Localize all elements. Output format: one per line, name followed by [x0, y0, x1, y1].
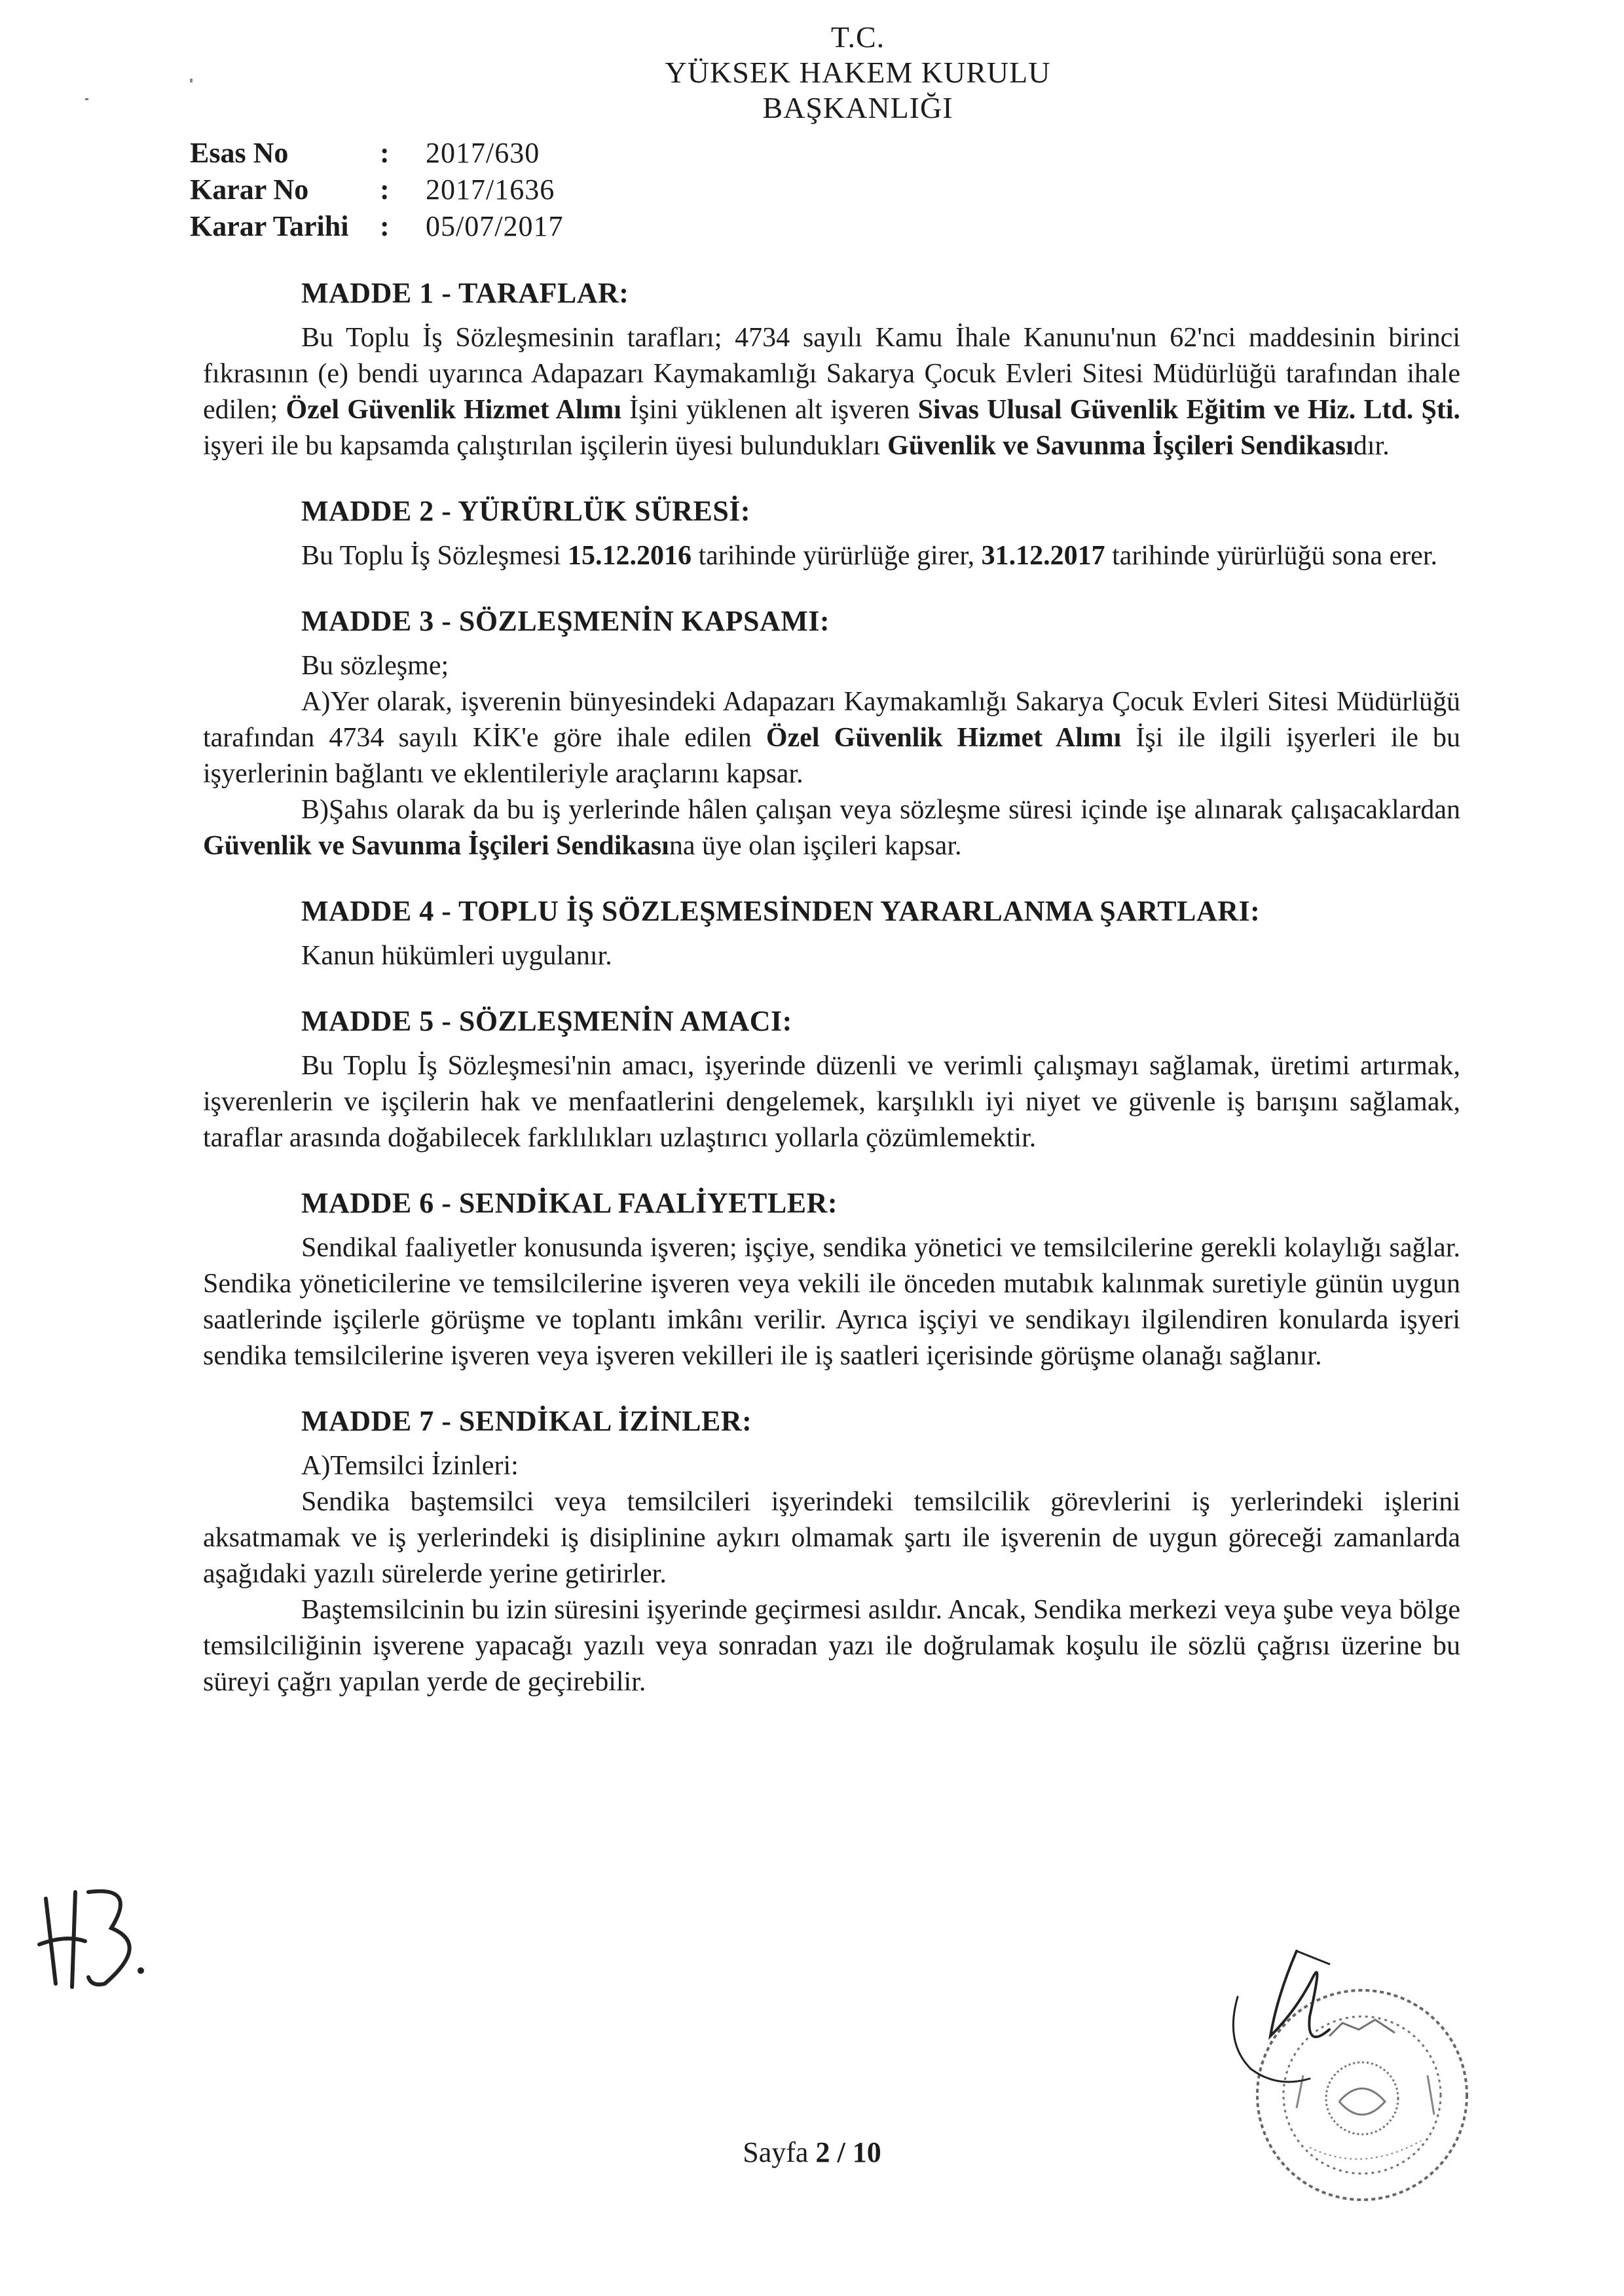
meta-colon: :	[380, 210, 390, 242]
text-run: na üye olan işçileri kapsar.	[669, 831, 962, 861]
article-3	[203, 603, 1460, 864]
article-paragraph	[203, 792, 1460, 864]
bold-run: Özel Güvenlik Hizmet Alımı	[766, 723, 1122, 753]
text-run: A)Yer olarak, işverenin bünyesindeki Adapazarı Kaymakamlığı Sakarya Çocuk Evleri Sitesi Müdürlüğü tarafından 4734 sayılı KİK'e göre ihale edilen	[203, 687, 1460, 753]
article-title: MADDE 4 - TOPLU İŞ SÖZLEŞMESİNDEN YARARLANMA ŞARTLARI:	[301, 895, 1261, 927]
meta-value: 2017/1636	[426, 173, 555, 206]
article-5	[203, 1003, 1460, 1156]
meta-row-esas	[190, 135, 563, 172]
bold-run: Güvenlik ve Savunma İşçileri Sendikası	[887, 431, 1354, 461]
meta-colon: :	[380, 137, 390, 169]
article-1	[203, 275, 1460, 464]
text-run: İşi ile ilgili işyerleri ile bu işyerlerinin bağlantı ve eklentileriyle araçlarını kapsar.	[203, 723, 1460, 789]
meta-row-karar	[190, 172, 563, 208]
text-run: İşini yüklenen alt işveren	[621, 395, 918, 425]
document-header	[589, 20, 1126, 126]
article-paragraph	[203, 538, 1460, 574]
scan-speck	[85, 98, 88, 100]
text-run: tarihinde yürürlüğe girer,	[691, 541, 982, 571]
text-run: B)Şahıs olarak da bu iş yerlerinde hâlen çalışan veya sözleşme süresi içinde işe alınarak çalışacaklardan	[301, 795, 1460, 825]
article-paragraph: Kanun hükümleri uygulanır.	[301, 941, 612, 971]
bold-run: Sivas Ulusal Güvenlik Eğitim ve Hiz. Ltd. Şti.	[917, 395, 1460, 425]
header-institution: YÜKSEK HAKEM KURULU	[665, 56, 1051, 89]
article-paragraph: Baştemsilcinin bu izin süresini işyerinde geçirmesi asıldır. Ancak, Sendika merkezi veya şube veya bölge temsilciliğinin işverene yapacağı yazılı veya sonradan yazı ile doğrulamak koşulu ile sözlü çağrısı üzerine bu süreyi çağrı yapılan yerde de geçirebilir.	[203, 1595, 1460, 1697]
bold-run: Özel Güvenlik Hizmet Alımı	[286, 395, 621, 425]
article-6	[203, 1185, 1460, 1374]
header-department: BAŞKANLIĞI	[762, 91, 953, 124]
text-run: işyeri ile bu kapsamda çalıştırılan işçilerin üyesi bulundukları	[203, 431, 888, 461]
official-seal-icon	[1231, 1964, 1493, 2226]
article-paragraph: Bu sözleşme;	[301, 651, 449, 681]
article-title: MADDE 6 - SENDİKAL FAALİYETLER:	[301, 1187, 838, 1219]
bold-run: 31.12.2017	[981, 541, 1105, 571]
article-7	[203, 1403, 1460, 1700]
article-paragraph: Sendikal faaliyetler konusunda işveren; işçiye, sendika yönetici ve temsilcilerine gerekli kolaylığı sağlar. Sendika yöneticilerine ve temsilcilerine işveren veya vekili ile önceden mutabık kalınmak suretiyle günün uygun saatlerinde işçilerle görüşme ve toplantı imkânı verilir. Ayrıca işçiyi ve sendikayı ilgilendiren konularda işyeri sendika temsilcilerine işveren veya işveren vekilleri ile iş saatleri içerisinde görüşme olanağı sağlanır.	[203, 1233, 1460, 1371]
article-title: MADDE 5 - SÖZLEŞMENİN AMACI:	[301, 1005, 792, 1037]
case-meta	[190, 135, 563, 245]
handwritten-initials-icon	[26, 1872, 157, 1997]
article-title: MADDE 1 - TARAFLAR:	[301, 277, 629, 309]
meta-value: 05/07/2017	[426, 210, 564, 242]
article-paragraph: A)Temsilci İzinleri:	[301, 1451, 519, 1481]
meta-value: 2017/630	[426, 137, 540, 169]
meta-label: Esas No	[190, 137, 289, 169]
page-number-prefix: Sayfa	[743, 2136, 816, 2168]
article-paragraph	[203, 684, 1460, 792]
article-paragraph	[203, 320, 1460, 464]
text-run: dır.	[1353, 431, 1390, 461]
text-run: Bu Toplu İş Sözleşmesi	[301, 541, 568, 571]
article-4	[203, 893, 1460, 974]
text-run: Bu Toplu İş Sözleşmesinin tarafları; 4734 sayılı Kamu İhale Kanunu'nun 62'nci maddesinin birinci fıkrasının (e) bendi uyarınca Adapazarı Kaymakamlığı Sakarya Çocuk Evleri Sitesi Müdürlüğü tarafından ihale edilen;	[203, 323, 1460, 425]
document-body	[203, 275, 1460, 1729]
meta-colon: :	[380, 173, 390, 206]
article-title: MADDE 2 - YÜRÜRLÜK SÜRESİ:	[301, 495, 751, 527]
article-paragraph: Bu Toplu İş Sözleşmesi'nin amacı, işyerinde düzenli ve verimli çalışmayı sağlamak, üretimi artırmak, işverenlerin ve işçilerin hak ve menfaatlerini dengelemek, karşılıklı iyi niyet ve güvenle iş barışını sağlamak, taraflar arasında doğabilecek farklılıkları uzlaştırıcı yollarla çözümlemektir.	[203, 1051, 1460, 1153]
header-tc: T.C.	[830, 20, 885, 54]
article-paragraph: Sendika baştemsilci veya temsilcileri işyerindeki temsilcilik görevlerini iş yerlerindeki işlerini aksatmamak ve iş yerlerindeki iş disiplinine aykırı olmamak şartı ile işverenin de uygun göreceği zamanlarda aşağıdaki yazılı sürelerde yerine getirirler.	[203, 1487, 1460, 1589]
text-run: tarihinde yürürlüğü sona erer.	[1105, 541, 1437, 571]
page-number-value: 2 / 10	[815, 2136, 881, 2168]
meta-label: Karar Tarihi	[190, 210, 349, 242]
article-title: MADDE 7 - SENDİKAL İZİNLER:	[301, 1405, 752, 1437]
meta-label: Karar No	[190, 173, 309, 206]
article-title: MADDE 3 - SÖZLEŞMENİN KAPSAMI:	[301, 605, 830, 637]
article-2	[203, 493, 1460, 574]
meta-row-tarih	[190, 208, 563, 245]
bold-run: 15.12.2016	[567, 541, 692, 571]
scan-speck	[190, 79, 193, 82]
bold-run: Güvenlik ve Savunma İşçileri Sendikası	[203, 831, 669, 861]
